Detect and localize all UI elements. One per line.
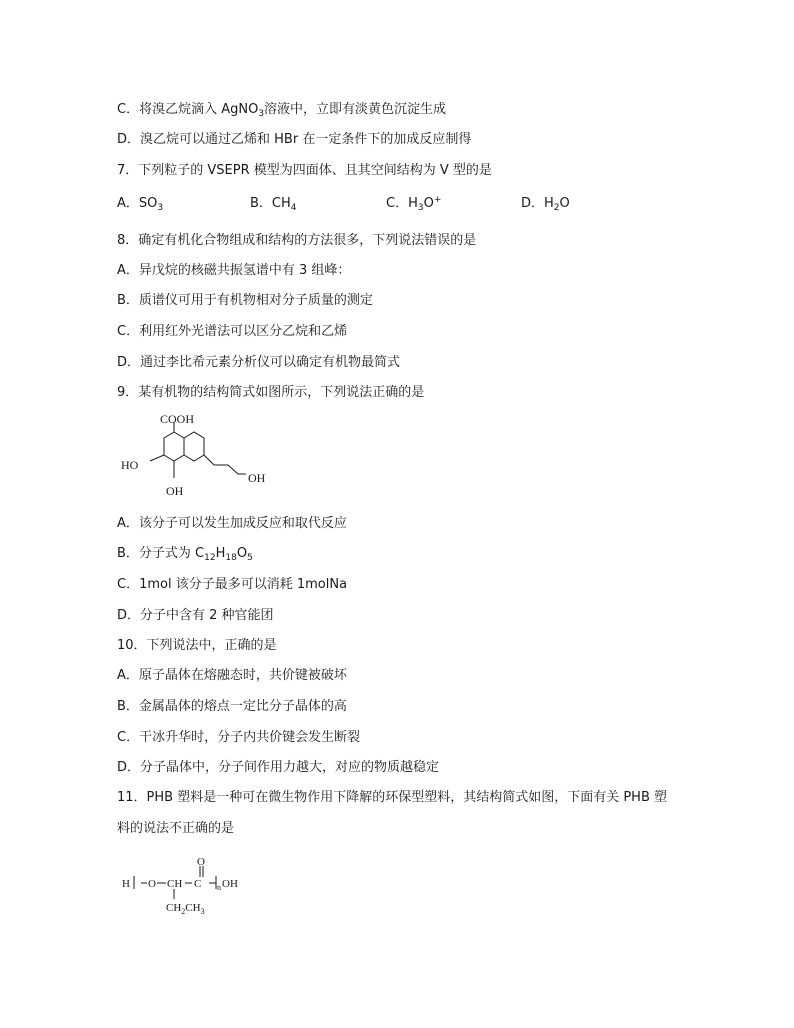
q10-option-c: C．干冰升华时，分子内共价键会发生断裂 bbox=[117, 730, 361, 745]
q10-option-a: A．原子晶体在熔融态时，共价键被破坏 bbox=[117, 668, 347, 683]
q10-option-d: D．分子晶体中，分子间作用力越大，对应的物质越稳定 bbox=[117, 760, 440, 775]
q9-option-c: C．1mol 该分子最多可以消耗 1molNa bbox=[117, 577, 348, 592]
oh-right-label: OH bbox=[248, 471, 266, 485]
q9-option-b: B．分子式为 $C_{12}H_{18}O_5$ bbox=[117, 546, 253, 563]
q9-structure-diagram bbox=[116, 412, 286, 502]
q7-option-c: C．$H_3O^+$ bbox=[386, 195, 442, 213]
q8-option-c: C．利用红外光谱法可以区分乙烷和乙烯 bbox=[117, 324, 348, 339]
q7-option-a: A．$SO_3$ bbox=[117, 196, 164, 213]
ethyl-group-label: $CH_2CH_3$ bbox=[166, 902, 205, 916]
carbonyl-carbon-label: C bbox=[194, 878, 202, 890]
ch-label: CH bbox=[167, 878, 183, 890]
q8-option-d: D．通过李比希元素分析仪可以确定有机物最简式 bbox=[117, 355, 401, 370]
q8-option-a: A．异戊烷的核磁共振氢谱中有 3 组峰： bbox=[117, 263, 351, 278]
question-9: 9．某有机物的结构简式如图所示，下列说法正确的是 bbox=[117, 385, 425, 400]
oh-bottom-label: OH bbox=[166, 484, 184, 498]
q6-option-c: C．将溴乙烷滴入 AgNO$_3$溶液中，立即有淡黄色沉淀生成 bbox=[117, 102, 447, 119]
decalin-rings bbox=[150, 422, 246, 478]
q9-option-a: A．该分子可以发生加成反应和取代反应 bbox=[117, 516, 347, 531]
q10-option-b: B．金属晶体的熔点一定比分子晶体的高 bbox=[117, 699, 347, 714]
q7-option-b: B．$CH_4$ bbox=[250, 196, 297, 213]
question-8: 8．确定有机化合物组成和结构的方法很多，下列说法错误的是 bbox=[117, 233, 477, 248]
q7-option-d: D．$H_2O$ bbox=[521, 196, 570, 213]
q7-options bbox=[117, 195, 597, 215]
end-oh-label: OH bbox=[222, 878, 238, 890]
question-11-line-2: 料的说法不正确的是 bbox=[117, 821, 235, 836]
q11-structure-diagram bbox=[116, 852, 256, 918]
cooh-label: COOH bbox=[160, 412, 195, 426]
ester-oxygen-label: O bbox=[148, 878, 156, 890]
q6-option-d: D．溴乙烷可以通过乙烯和 HBr 在一定条件下的加成反应制得 bbox=[117, 132, 472, 147]
question-11-line-1: 11．PHB 塑料是一种可在微生物作用下降解的环保型塑料，其结构简式如图，下面有关 PHB 塑 bbox=[117, 790, 668, 805]
end-hydrogen-label: H bbox=[122, 878, 130, 890]
repeat-n-label: n bbox=[217, 883, 221, 892]
q8-option-b: B．质谱仪可用于有机物相对分子质量的测定 bbox=[117, 293, 373, 308]
ho-left-label: HO bbox=[121, 458, 139, 472]
question-10: 10．下列说法中，正确的是 bbox=[117, 638, 277, 653]
q9-option-d: D．分子中含有 2 种官能团 bbox=[117, 608, 274, 623]
carbonyl-oxygen-label: O bbox=[197, 856, 205, 868]
question-7: 7．下列粒子的 VSEPR 模型为四面体、且其空间结构为 V 型的是 bbox=[117, 163, 492, 178]
